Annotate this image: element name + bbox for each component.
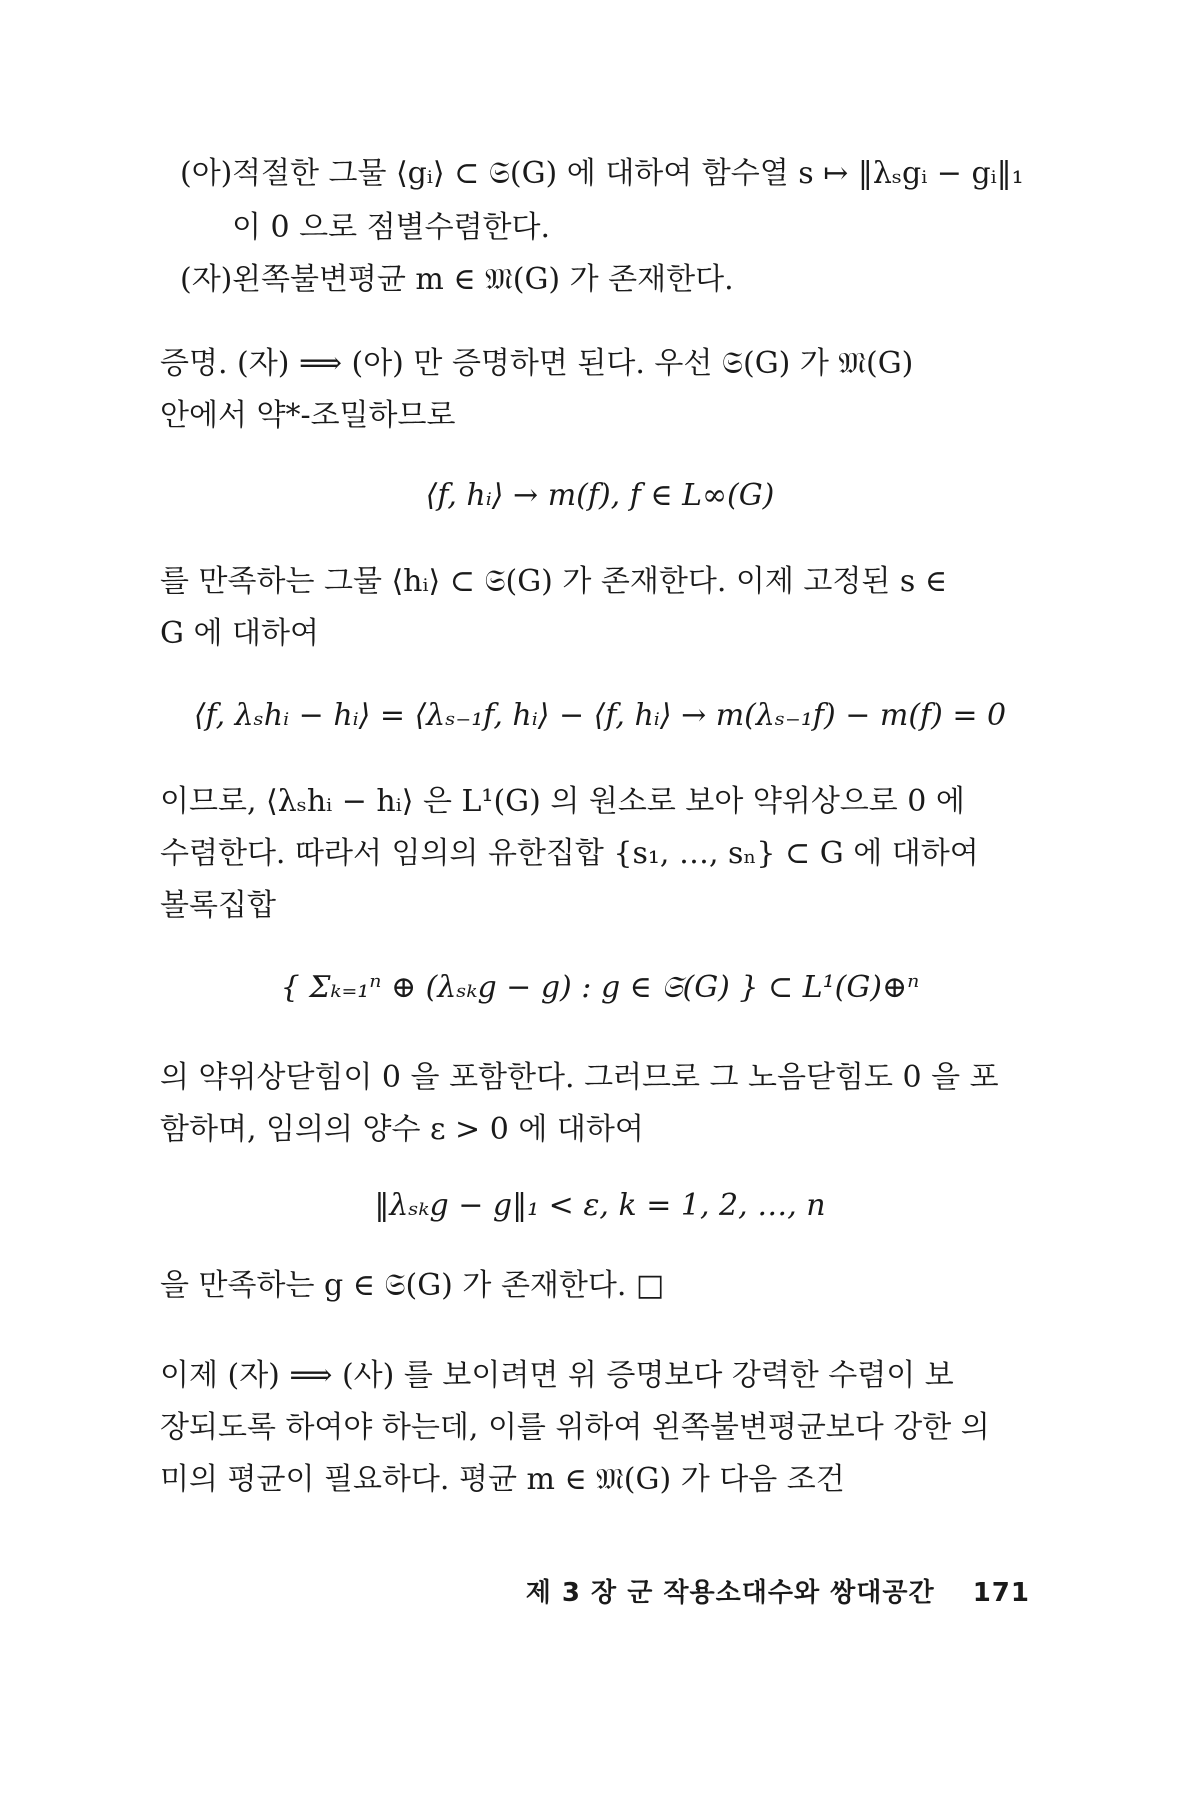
para3-line1: 이므로, ⟨λₛhᵢ − hᵢ⟩ 은 L¹(G) 의 원소로 보아 약위상으로 0 에	[160, 784, 965, 819]
item-a-label: (아)	[180, 156, 233, 191]
para4-line1: 의 약위상닫힘이 0 을 포함한다. 그러므로 그 노음닫힘도 0 을 포	[160, 1060, 999, 1095]
para3-line2: 수렴한다. 따라서 임의의 유한집합 {s₁, …, sₙ} ⊂ G 에 대하여	[160, 836, 979, 871]
equation-4: ‖λₛₖg − g‖₁ < ε, k = 1, 2, …, n	[374, 1188, 826, 1223]
para5: 을 만족하는 g ∈ 𝔖(G) 가 존재한다. □	[160, 1268, 665, 1303]
para2-line1: 를 만족하는 그물 ⟨hᵢ⟩ ⊂ 𝔖(G) 가 존재한다. 이제 고정된 s ∈	[160, 564, 948, 599]
page-number: 171	[972, 1578, 1030, 1608]
page-footer	[526, 1572, 1030, 1609]
para2-line2: G 에 대하여	[160, 616, 319, 651]
para3-line3: 볼록집합	[160, 888, 276, 923]
item-b-line1: 왼쪽불변평균 m ∈ 𝔐(G) 가 존재한다.	[232, 262, 734, 297]
proof-line2: 안에서 약*-조밀하므로	[160, 398, 456, 433]
item-b-label: (자)	[180, 262, 233, 297]
para6-line2: 장되도록 하여야 하는데, 이를 위하여 왼쪽불변평균보다 강한 의	[160, 1410, 990, 1445]
item-a-line2: 이 0 으로 점별수렴한다.	[232, 210, 551, 245]
para6-line3: 미의 평균이 필요하다. 평균 m ∈ 𝔐(G) 가 다음 조건	[160, 1462, 845, 1497]
para4-line2: 함하며, 임의의 양수 ε > 0 에 대하여	[160, 1112, 644, 1147]
equation-3: { Σₖ₌₁ⁿ ⊕ (λₛₖg − g) : g ∈ 𝔖(G) } ⊂ L¹(G)⊕ⁿ	[280, 970, 920, 1005]
proof-line1: 증명. (자) ⟹ (아) 만 증명하면 된다. 우선 𝔖(G) 가 𝔐(G)	[160, 346, 914, 381]
equation-2: ⟨f, λₛhᵢ − hᵢ⟩ = ⟨λₛ₋₁f, hᵢ⟩ − ⟨f, hᵢ⟩ → m(λₛ₋₁f) − m(f) = 0	[193, 698, 1007, 733]
para6-line1: 이제 (자) ⟹ (사) 를 보이려면 위 증명보다 강력한 수렴이 보	[160, 1358, 954, 1393]
footer-chapter: 제 3 장 군 작용소대수와 쌍대공간	[525, 1578, 935, 1608]
item-a-line1: 적절한 그물 ⟨gᵢ⟩ ⊂ 𝔖(G) 에 대하여 함수열 s ↦ ‖λₛgᵢ − gᵢ‖₁	[232, 156, 1024, 191]
equation-1: ⟨f, hᵢ⟩ → m(f), f ∈ L∞(G)	[425, 478, 775, 513]
